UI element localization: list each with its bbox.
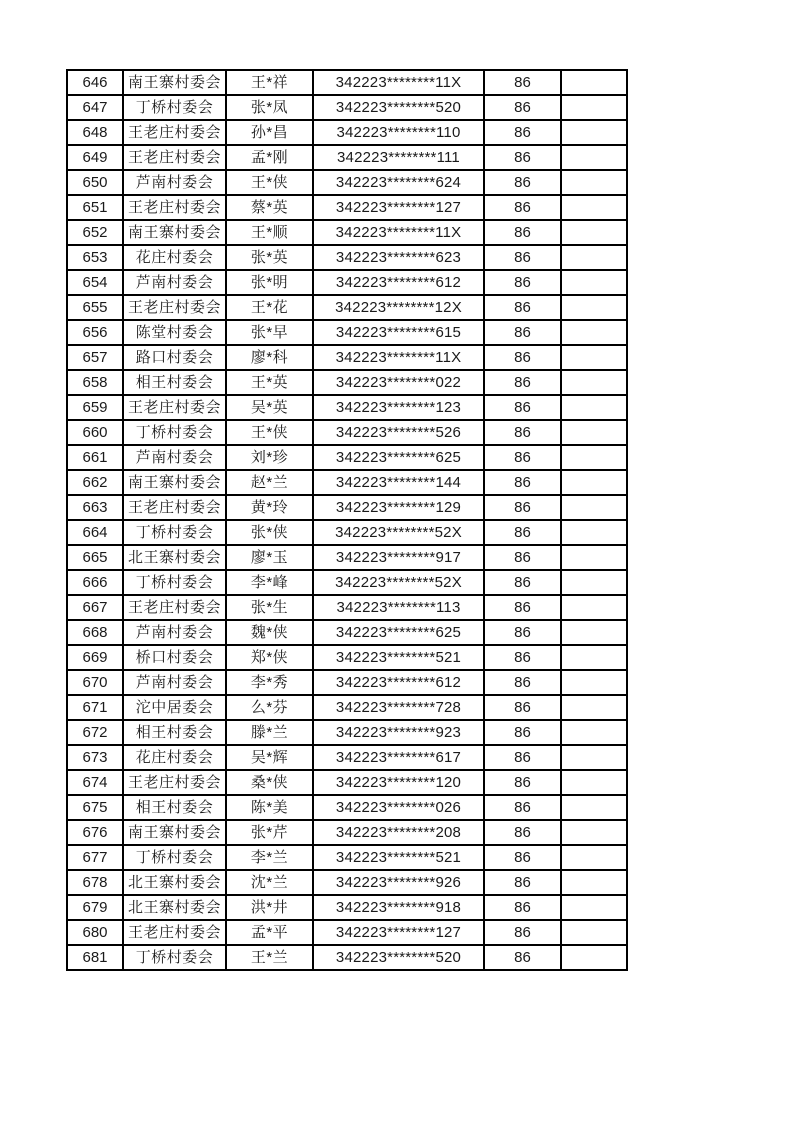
cell-name: 洪*井 [226,895,313,920]
cell-id-number: 342223********52X [313,520,484,545]
cell-village: 北王寨村委会 [123,870,226,895]
cell-village: 王老庄村委会 [123,120,226,145]
table-row [67,420,627,445]
cell-id-number: 342223********526 [313,420,484,445]
cell-empty [561,195,627,220]
cell-row-number: 680 [67,920,123,945]
cell-score: 86 [484,70,561,95]
cell-name: 王*侠 [226,420,313,445]
cell-id-number: 342223********521 [313,845,484,870]
cell-row-number: 669 [67,645,123,670]
cell-row-number: 676 [67,820,123,845]
cell-empty [561,370,627,395]
cell-score: 86 [484,845,561,870]
cell-village: 芦南村委会 [123,670,226,695]
cell-name: 张*早 [226,320,313,345]
cell-row-number: 649 [67,145,123,170]
cell-empty [561,270,627,295]
records-table [66,69,628,971]
cell-row-number: 665 [67,545,123,570]
cell-name: 张*侠 [226,520,313,545]
cell-score: 86 [484,270,561,295]
cell-score: 86 [484,745,561,770]
cell-name: 廖*玉 [226,545,313,570]
cell-village: 相王村委会 [123,795,226,820]
cell-row-number: 655 [67,295,123,320]
cell-id-number: 342223********111 [313,145,484,170]
cell-village: 王老庄村委会 [123,145,226,170]
cell-village: 陈堂村委会 [123,320,226,345]
cell-id-number: 342223********612 [313,270,484,295]
cell-empty [561,745,627,770]
cell-village: 王老庄村委会 [123,595,226,620]
cell-village: 丁桥村委会 [123,945,226,970]
cell-score: 86 [484,695,561,720]
table-row [67,470,627,495]
cell-name: 王*祥 [226,70,313,95]
cell-village: 芦南村委会 [123,445,226,470]
cell-score: 86 [484,345,561,370]
cell-id-number: 342223********026 [313,795,484,820]
cell-name: 张*明 [226,270,313,295]
cell-empty [561,845,627,870]
cell-row-number: 672 [67,720,123,745]
table-row [67,770,627,795]
cell-row-number: 653 [67,245,123,270]
cell-score: 86 [484,245,561,270]
cell-score: 86 [484,120,561,145]
cell-row-number: 670 [67,670,123,695]
cell-village: 丁桥村委会 [123,570,226,595]
cell-score: 86 [484,895,561,920]
cell-row-number: 648 [67,120,123,145]
cell-row-number: 677 [67,845,123,870]
cell-village: 花庄村委会 [123,245,226,270]
cell-empty [561,720,627,745]
cell-village: 桥口村委会 [123,645,226,670]
cell-id-number: 342223********520 [313,945,484,970]
cell-empty [561,695,627,720]
cell-row-number: 658 [67,370,123,395]
cell-empty [561,70,627,95]
cell-id-number: 342223********520 [313,95,484,120]
cell-score: 86 [484,495,561,520]
cell-row-number: 671 [67,695,123,720]
cell-id-number: 342223********612 [313,670,484,695]
cell-row-number: 681 [67,945,123,970]
cell-village: 王老庄村委会 [123,920,226,945]
cell-row-number: 647 [67,95,123,120]
cell-empty [561,395,627,420]
cell-empty [561,570,627,595]
cell-id-number: 342223********615 [313,320,484,345]
cell-name: 吴*辉 [226,745,313,770]
cell-empty [561,420,627,445]
cell-empty [561,795,627,820]
cell-row-number: 679 [67,895,123,920]
table-row [67,395,627,420]
table-row [67,120,627,145]
cell-row-number: 650 [67,170,123,195]
cell-name: 蔡*英 [226,195,313,220]
cell-row-number: 660 [67,420,123,445]
cell-score: 86 [484,770,561,795]
cell-id-number: 342223********521 [313,645,484,670]
cell-name: 沈*兰 [226,870,313,895]
cell-row-number: 673 [67,745,123,770]
cell-name: 廖*科 [226,345,313,370]
cell-id-number: 342223********144 [313,470,484,495]
cell-score: 86 [484,570,561,595]
cell-score: 86 [484,645,561,670]
cell-id-number: 342223********623 [313,245,484,270]
cell-empty [561,645,627,670]
cell-village: 丁桥村委会 [123,845,226,870]
cell-village: 南王寨村委会 [123,820,226,845]
cell-score: 86 [484,595,561,620]
table-row [67,145,627,170]
cell-village: 北王寨村委会 [123,895,226,920]
cell-score: 86 [484,520,561,545]
cell-id-number: 342223********12X [313,295,484,320]
table-row [67,745,627,770]
cell-score: 86 [484,445,561,470]
cell-score: 86 [484,145,561,170]
cell-empty [561,770,627,795]
cell-name: 张*芹 [226,820,313,845]
cell-empty [561,470,627,495]
cell-id-number: 342223********110 [313,120,484,145]
cell-empty [561,945,627,970]
cell-row-number: 652 [67,220,123,245]
cell-name: 张*英 [226,245,313,270]
cell-empty [561,545,627,570]
cell-row-number: 664 [67,520,123,545]
cell-id-number: 342223********129 [313,495,484,520]
cell-name: 王*侠 [226,170,313,195]
cell-village: 丁桥村委会 [123,520,226,545]
table-row [67,445,627,470]
table-row [67,695,627,720]
cell-row-number: 646 [67,70,123,95]
cell-village: 王老庄村委会 [123,495,226,520]
cell-village: 花庄村委会 [123,745,226,770]
cell-empty [561,320,627,345]
cell-row-number: 657 [67,345,123,370]
table-row [67,595,627,620]
cell-village: 芦南村委会 [123,270,226,295]
table-row [67,645,627,670]
cell-id-number: 342223********123 [313,395,484,420]
table-row [67,295,627,320]
table-row [67,570,627,595]
cell-score: 86 [484,95,561,120]
cell-name: 么*芬 [226,695,313,720]
cell-id-number: 342223********728 [313,695,484,720]
cell-row-number: 661 [67,445,123,470]
cell-id-number: 342223********926 [313,870,484,895]
cell-name: 黄*玲 [226,495,313,520]
cell-score: 86 [484,795,561,820]
cell-name: 张*生 [226,595,313,620]
table-row [67,370,627,395]
cell-empty [561,95,627,120]
table-row [67,520,627,545]
cell-empty [561,295,627,320]
cell-score: 86 [484,920,561,945]
cell-empty [561,220,627,245]
table-row [67,945,627,970]
cell-village: 相王村委会 [123,720,226,745]
cell-row-number: 675 [67,795,123,820]
cell-village: 路口村委会 [123,345,226,370]
table-row [67,170,627,195]
cell-id-number: 342223********52X [313,570,484,595]
cell-name: 陈*美 [226,795,313,820]
cell-empty [561,120,627,145]
cell-empty [561,245,627,270]
cell-empty [561,345,627,370]
cell-id-number: 342223********918 [313,895,484,920]
cell-village: 相王村委会 [123,370,226,395]
cell-empty [561,870,627,895]
cell-empty [561,170,627,195]
cell-name: 孟*平 [226,920,313,945]
cell-id-number: 342223********624 [313,170,484,195]
cell-name: 刘*珍 [226,445,313,470]
cell-name: 赵*兰 [226,470,313,495]
cell-id-number: 342223********625 [313,620,484,645]
cell-village: 王老庄村委会 [123,770,226,795]
cell-score: 86 [484,545,561,570]
cell-village: 南王寨村委会 [123,470,226,495]
cell-name: 滕*兰 [226,720,313,745]
cell-row-number: 656 [67,320,123,345]
table-row [67,870,627,895]
cell-village: 王老庄村委会 [123,195,226,220]
table-row [67,270,627,295]
cell-id-number: 342223********917 [313,545,484,570]
cell-name: 桑*侠 [226,770,313,795]
cell-village: 丁桥村委会 [123,95,226,120]
table-row [67,920,627,945]
cell-row-number: 663 [67,495,123,520]
cell-row-number: 678 [67,870,123,895]
table-row [67,495,627,520]
cell-name: 吴*英 [226,395,313,420]
cell-id-number: 342223********113 [313,595,484,620]
cell-row-number: 662 [67,470,123,495]
cell-village: 王老庄村委会 [123,295,226,320]
cell-empty [561,920,627,945]
table-row [67,320,627,345]
cell-empty [561,670,627,695]
cell-name: 孙*昌 [226,120,313,145]
cell-name: 郑*侠 [226,645,313,670]
table-row [67,620,627,645]
cell-village: 南王寨村委会 [123,70,226,95]
cell-empty [561,620,627,645]
cell-village: 芦南村委会 [123,170,226,195]
cell-empty [561,595,627,620]
cell-id-number: 342223********127 [313,195,484,220]
table-row [67,195,627,220]
cell-score: 86 [484,420,561,445]
cell-village: 王老庄村委会 [123,395,226,420]
cell-name: 魏*侠 [226,620,313,645]
cell-score: 86 [484,670,561,695]
cell-id-number: 342223********11X [313,220,484,245]
table-row [67,720,627,745]
cell-id-number: 342223********127 [313,920,484,945]
cell-score: 86 [484,470,561,495]
table-row [67,845,627,870]
cell-score: 86 [484,295,561,320]
cell-name: 王*顺 [226,220,313,245]
table-row [67,345,627,370]
cell-name: 张*凤 [226,95,313,120]
cell-score: 86 [484,870,561,895]
cell-id-number: 342223********617 [313,745,484,770]
cell-row-number: 667 [67,595,123,620]
cell-score: 86 [484,320,561,345]
cell-empty [561,895,627,920]
cell-score: 86 [484,395,561,420]
cell-score: 86 [484,170,561,195]
cell-score: 86 [484,370,561,395]
cell-empty [561,820,627,845]
cell-row-number: 674 [67,770,123,795]
cell-village: 芦南村委会 [123,620,226,645]
table-row [67,670,627,695]
cell-name: 李*峰 [226,570,313,595]
cell-village: 南王寨村委会 [123,220,226,245]
cell-row-number: 654 [67,270,123,295]
cell-name: 李*兰 [226,845,313,870]
cell-name: 王*英 [226,370,313,395]
cell-id-number: 342223********11X [313,70,484,95]
cell-score: 86 [484,945,561,970]
cell-id-number: 342223********923 [313,720,484,745]
table-row [67,820,627,845]
table-row [67,245,627,270]
cell-score: 86 [484,720,561,745]
cell-id-number: 342223********120 [313,770,484,795]
cell-score: 86 [484,220,561,245]
cell-name: 李*秀 [226,670,313,695]
cell-row-number: 659 [67,395,123,420]
cell-row-number: 666 [67,570,123,595]
cell-village: 丁桥村委会 [123,420,226,445]
cell-score: 86 [484,620,561,645]
cell-score: 86 [484,820,561,845]
cell-name: 王*花 [226,295,313,320]
cell-score: 86 [484,195,561,220]
cell-empty [561,520,627,545]
table-row [67,545,627,570]
cell-empty [561,445,627,470]
table-row [67,220,627,245]
cell-row-number: 668 [67,620,123,645]
cell-name: 王*兰 [226,945,313,970]
cell-id-number: 342223********11X [313,345,484,370]
cell-village: 沱中居委会 [123,695,226,720]
cell-id-number: 342223********625 [313,445,484,470]
cell-row-number: 651 [67,195,123,220]
cell-empty [561,145,627,170]
cell-village: 北王寨村委会 [123,545,226,570]
cell-id-number: 342223********208 [313,820,484,845]
cell-empty [561,495,627,520]
table-row [67,895,627,920]
cell-id-number: 342223********022 [313,370,484,395]
table-row [67,795,627,820]
table-row [67,70,627,95]
cell-name: 孟*刚 [226,145,313,170]
table-row [67,95,627,120]
